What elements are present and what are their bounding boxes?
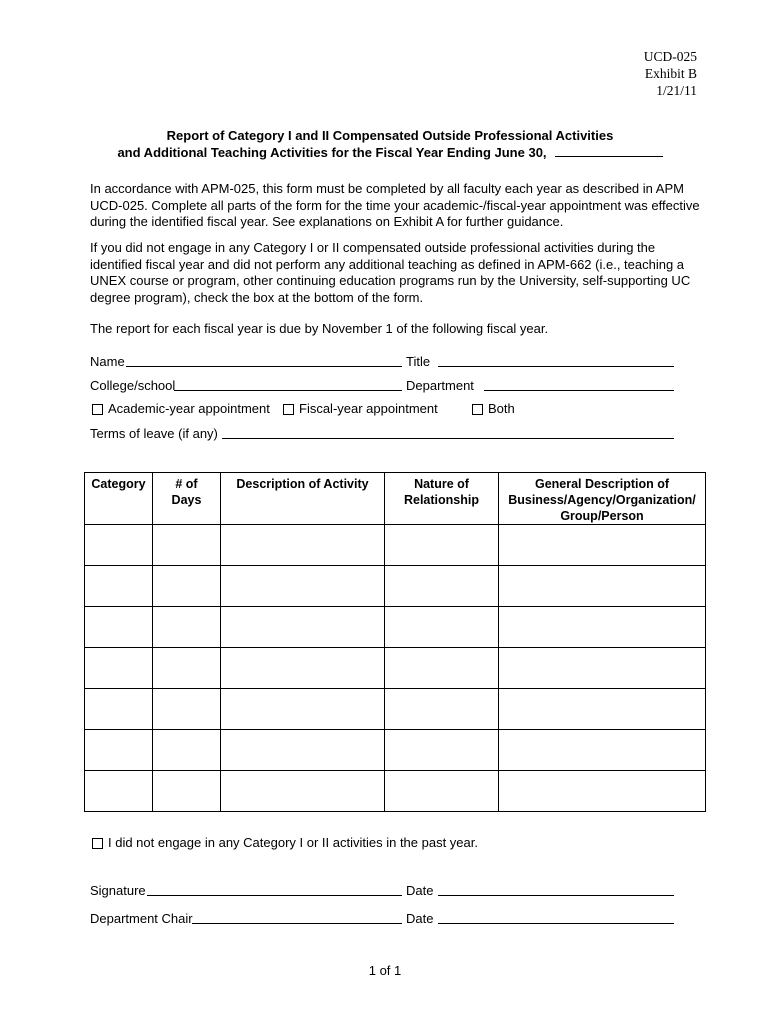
column-header-category: Category (85, 473, 153, 525)
table-cell[interactable] (85, 771, 153, 812)
column-header-relationship: Nature of Relationship (385, 473, 499, 525)
table-cell[interactable] (221, 648, 385, 689)
table-cell[interactable] (221, 689, 385, 730)
table-cell[interactable] (499, 648, 706, 689)
fiscal-year-blank[interactable] (555, 144, 663, 157)
table-cell[interactable] (385, 607, 499, 648)
revision-date: 1/21/11 (656, 83, 697, 98)
fiscal-year-label: Fiscal-year appointment (299, 401, 438, 416)
table-cell[interactable] (385, 771, 499, 812)
no-activity-label: I did not engage in any Category I or II activities in the past year. (108, 835, 478, 850)
name-title-row (90, 353, 690, 371)
terms-of-leave-field[interactable] (222, 438, 674, 439)
table-cell[interactable] (385, 525, 499, 566)
chair-date-label: Date (406, 911, 434, 926)
department-chair-row (90, 910, 690, 928)
title-field[interactable] (438, 366, 674, 367)
no-activity-checkbox[interactable] (92, 838, 103, 849)
exhibit-label: Exhibit B (644, 66, 697, 81)
title-label: Title (406, 354, 431, 369)
table-row (85, 771, 706, 812)
table-cell[interactable] (85, 525, 153, 566)
report-title-line2 (90, 144, 690, 161)
no-activity-instructions-paragraph: If you did not engage in any Category I or II compensated outside professional activities during the identified fiscal year and did not perform any additional teaching as defined in APM-662 (i.e., teaching a UNEX course or program, other continuing education programs run by the University, self-supporting UC degree program), check the box at the bottom of the form. (90, 240, 691, 305)
activities-table (84, 472, 706, 812)
column-header-description: Description of Activity (221, 473, 385, 525)
table-cell[interactable] (221, 730, 385, 771)
page-number: 1 of 1 (368, 963, 402, 978)
table-cell[interactable] (385, 566, 499, 607)
table-cell[interactable] (153, 607, 221, 648)
report-title-line2-text: and Additional Teaching Activities for the Fiscal Year Ending June 30, (117, 145, 547, 160)
both-label: Both (488, 401, 515, 416)
table-row (85, 607, 706, 648)
academic-year-checkbox[interactable] (92, 404, 103, 415)
table-cell[interactable] (85, 689, 153, 730)
due-date-paragraph: The report for each fiscal year is due by November 1 of the following fiscal year. (90, 321, 549, 336)
column-header-days: # of Days (153, 473, 221, 525)
table-cell[interactable] (153, 771, 221, 812)
terms-of-leave-label: Terms of leave (if any) (90, 426, 218, 441)
department-label: Department (406, 378, 474, 393)
column-header-organization: General Description of Business/Agency/Organization/ Group/Person (499, 473, 706, 525)
name-field[interactable] (126, 366, 402, 367)
signature-label: Signature (90, 883, 146, 898)
table-cell[interactable] (499, 525, 706, 566)
table-header-row (85, 473, 706, 525)
signature-date-field[interactable] (438, 895, 674, 896)
table-cell[interactable] (85, 566, 153, 607)
terms-of-leave-row (90, 425, 690, 443)
department-chair-field[interactable] (192, 923, 402, 924)
table-cell[interactable] (85, 607, 153, 648)
signature-date-label: Date (406, 883, 434, 898)
table-cell[interactable] (221, 771, 385, 812)
name-label: Name (90, 354, 125, 369)
instructions-paragraph: In accordance with APM-025, this form must be completed by all faculty each year as described in APM UCD-025. Complete all parts of the form for the time your academic-/fiscal-year appointment was effective during the identified fiscal year. See explanations on Exhibit A for further guidance. (90, 181, 700, 229)
table-cell[interactable] (499, 566, 706, 607)
table-cell[interactable] (153, 525, 221, 566)
academic-year-label: Academic-year appointment (108, 401, 270, 416)
table-cell[interactable] (385, 689, 499, 730)
table-cell[interactable] (221, 566, 385, 607)
table-cell[interactable] (499, 730, 706, 771)
table-cell[interactable] (153, 566, 221, 607)
signature-field[interactable] (147, 895, 402, 896)
report-title-line1: Report of Category I and II Compensated Outside Professional Activities (166, 128, 614, 143)
form-id: UCD-025 (643, 49, 697, 64)
table-cell[interactable] (85, 648, 153, 689)
table-cell[interactable] (153, 689, 221, 730)
department-field[interactable] (484, 390, 674, 391)
table-cell[interactable] (499, 607, 706, 648)
table-row (85, 566, 706, 607)
fiscal-year-checkbox[interactable] (283, 404, 294, 415)
college-label: College/school (90, 378, 176, 393)
table-row (85, 689, 706, 730)
table-cell[interactable] (85, 730, 153, 771)
chair-date-field[interactable] (438, 923, 674, 924)
table-cell[interactable] (385, 648, 499, 689)
department-chair-label: Department Chair (90, 911, 193, 926)
table-row (85, 648, 706, 689)
table-cell[interactable] (221, 525, 385, 566)
signature-row (90, 882, 690, 900)
table-cell[interactable] (499, 689, 706, 730)
table-cell[interactable] (153, 648, 221, 689)
both-checkbox[interactable] (472, 404, 483, 415)
table-cell[interactable] (153, 730, 221, 771)
table-row (85, 525, 706, 566)
table-cell[interactable] (221, 607, 385, 648)
table-cell[interactable] (385, 730, 499, 771)
college-department-row (90, 377, 690, 395)
college-field[interactable] (174, 390, 402, 391)
form-header (644, 48, 697, 99)
table-row (85, 730, 706, 771)
table-cell[interactable] (499, 771, 706, 812)
